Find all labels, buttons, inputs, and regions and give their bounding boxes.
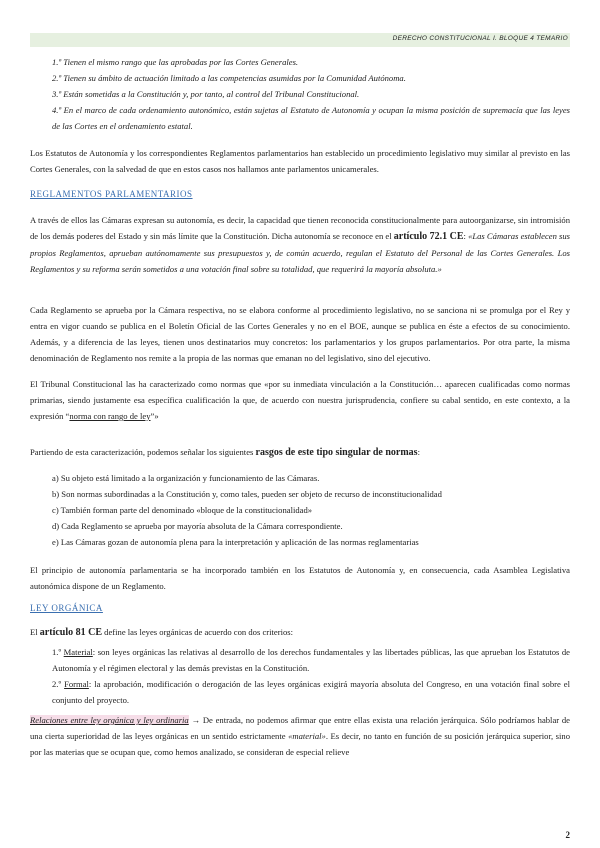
criterio-formal: 2.º Formal: la aprobación, modificación o derogación de las leyes orgánicas exigirá mayoría absoluta del Congreso, en una votación final sobre el conjunto del proyecto. bbox=[52, 679, 570, 705]
rasgo-e: e) Las Cámaras gozan de autonomía plena para la interpretación y aplicación de las normas reglamentarias bbox=[52, 537, 419, 547]
term-rango-ley: norma con rango de ley bbox=[69, 411, 151, 421]
list-item-3: 3.º Están sometidas a la Constitución y, por tanto, al control del Tribunal Constitucional. bbox=[52, 89, 360, 99]
para-articulo-81: El artículo 81 CE define las leyes orgánicas de acuerdo con dos criterios: bbox=[30, 627, 293, 638]
list-item-2: 2.º Tienen su ámbito de actuación limitado a las competencias asumidas por la Comunidad Autónoma. bbox=[52, 73, 406, 83]
heading-ley-organica-link[interactable]: LEY ORGÁNICA bbox=[30, 603, 103, 613]
heading-reglamentos-link[interactable]: REGLAMENTOS PARLAMENTARIOS bbox=[30, 189, 193, 199]
para-camaras: A través de ellos las Cámaras expresan su autonomía, es decir, la capacidad que tienen reconocida constitucionalmente para autoorganizarse, sin intromisión de los demás poderes del Estado y sin más límite que la Constitución. Dicha autonomía se reconoce en el artículo 72.1 CE: «Las Cámaras establecen sus propios Reglamentos, aprueban autónomamente sus presupuestos y, de común acuerdo, regulan el Estatuto del Personal de las Cortes Generales. Los Reglamentos y su reforma serán sometidos a una votación final sobre su totalidad, que requerirá la mayoría absoluta.» bbox=[30, 215, 571, 274]
rasgo-a: a) Su objeto está limitado a la organización y funcionamiento de las Cámaras. bbox=[52, 473, 320, 483]
para-cada-reglamento: Cada Reglamento se aprueba por la Cámara respectiva, no se elabora conforme al procedimiento legislativo, no se sanciona ni se promulga por el Rey y entra en vigor cuando se publica en el Boletín Oficial de las Cortes Generales y no en el BOE, aunque se publica en éste a efectos de su conocimiento. Además, y a diferencia de las leyes, tienen unos destinatarios muy concretos: los parlamentarios y los grupos parlamentarios. Por otra parte, la misma denominación de Reglamento nos remite a la propia de las normas que emanan no del legislativo, sino del ejecutivo. bbox=[30, 305, 570, 363]
para-partiendo: Partiendo de esta caracterización, podemos señalar los siguientes rasgos de este tipo singular de normas: bbox=[30, 447, 420, 458]
list-item-1: 1.º Tienen el mismo rango que las aprobadas por las Cortes Generales. bbox=[52, 57, 299, 67]
rasgo-d: d) Cada Reglamento se aprueba por mayoría absoluta de la Cámara correspondiente. bbox=[52, 521, 343, 531]
list-item-4: 4.º En el marco de cada ordenamiento autonómico, están sujetas al Estatuto de Autonomía y ocupan la misma posición de supremacía que las leyes de las Cortes en el ordenamiento estatal. bbox=[52, 105, 570, 131]
heading-ley-organica bbox=[30, 600, 570, 616]
article-81: artículo 81 CE bbox=[39, 627, 103, 638]
article-72: artículo 72.1 CE bbox=[393, 231, 464, 242]
running-header: DERECHO CONSTITUCIONAL I. BLOQUE 4 TEMARIO bbox=[392, 35, 568, 42]
para-tribunal: El Tribunal Constitucional las ha caracterizado como normas que «por su inmediata vinculación a la Constitución… aparecen cualificadas como normas primarias, siendo justamente esa específica cualificación la que, de acuerdo con nuestra jurisprudencia, confiere su cabal sentido, en este contexto, a la expresión “norma con rango de ley”» bbox=[30, 379, 570, 421]
rasgo-b: b) Son normas subordinadas a la Constitución y, como tales, pueden ser objeto de recurso de inconstitucionalidad bbox=[52, 489, 442, 499]
heading-reglamentos bbox=[30, 186, 570, 202]
criterio-material: 1.º Material: son leyes orgánicas las relativas al desarrollo de los derechos fundamentales y las libertades públicas, las que aprueban los Estatutos de Autonomía y el régimen electoral y las demás previstas en la Constitución. bbox=[52, 647, 570, 673]
para-principio: El principio de autonomía parlamentaria se ha incorporado también en los Estatutos de Autonomía y, en consecuencia, cada Asamblea Legislativa autonómica dispone de un Reglamento. bbox=[30, 565, 570, 591]
page-number: 2 bbox=[565, 830, 570, 840]
rasgo-c: c) También forman parte del denominado «bloque de la constitucionalidad» bbox=[52, 505, 313, 515]
relaciones-label: Relaciones entre ley orgánica y ley ordinaria bbox=[30, 715, 189, 725]
para-relaciones: Relaciones entre ley orgánica y ley ordinaria → De entrada, no podemos afirmar que entre ellas exista una relación jerárquica. Sólo podríamos hablar de una cierta superioridad de las leyes orgánicas en un sentido estrictamente «material». Es decir, no tanto en función de su posición jerárquica superior, sino por las materias que se ocupan que, como hemos analizado, se consideran de especial relieve bbox=[30, 715, 570, 757]
para-estatutos: Los Estatutos de Autonomía y los correspondientes Reglamentos parlamentarios han establecido un procedimiento legislativo muy similar al previsto en las Cortes Generales, con la salvedad de que en estos casos nos hallamos ante parlamentos unicamerales. bbox=[30, 148, 570, 174]
